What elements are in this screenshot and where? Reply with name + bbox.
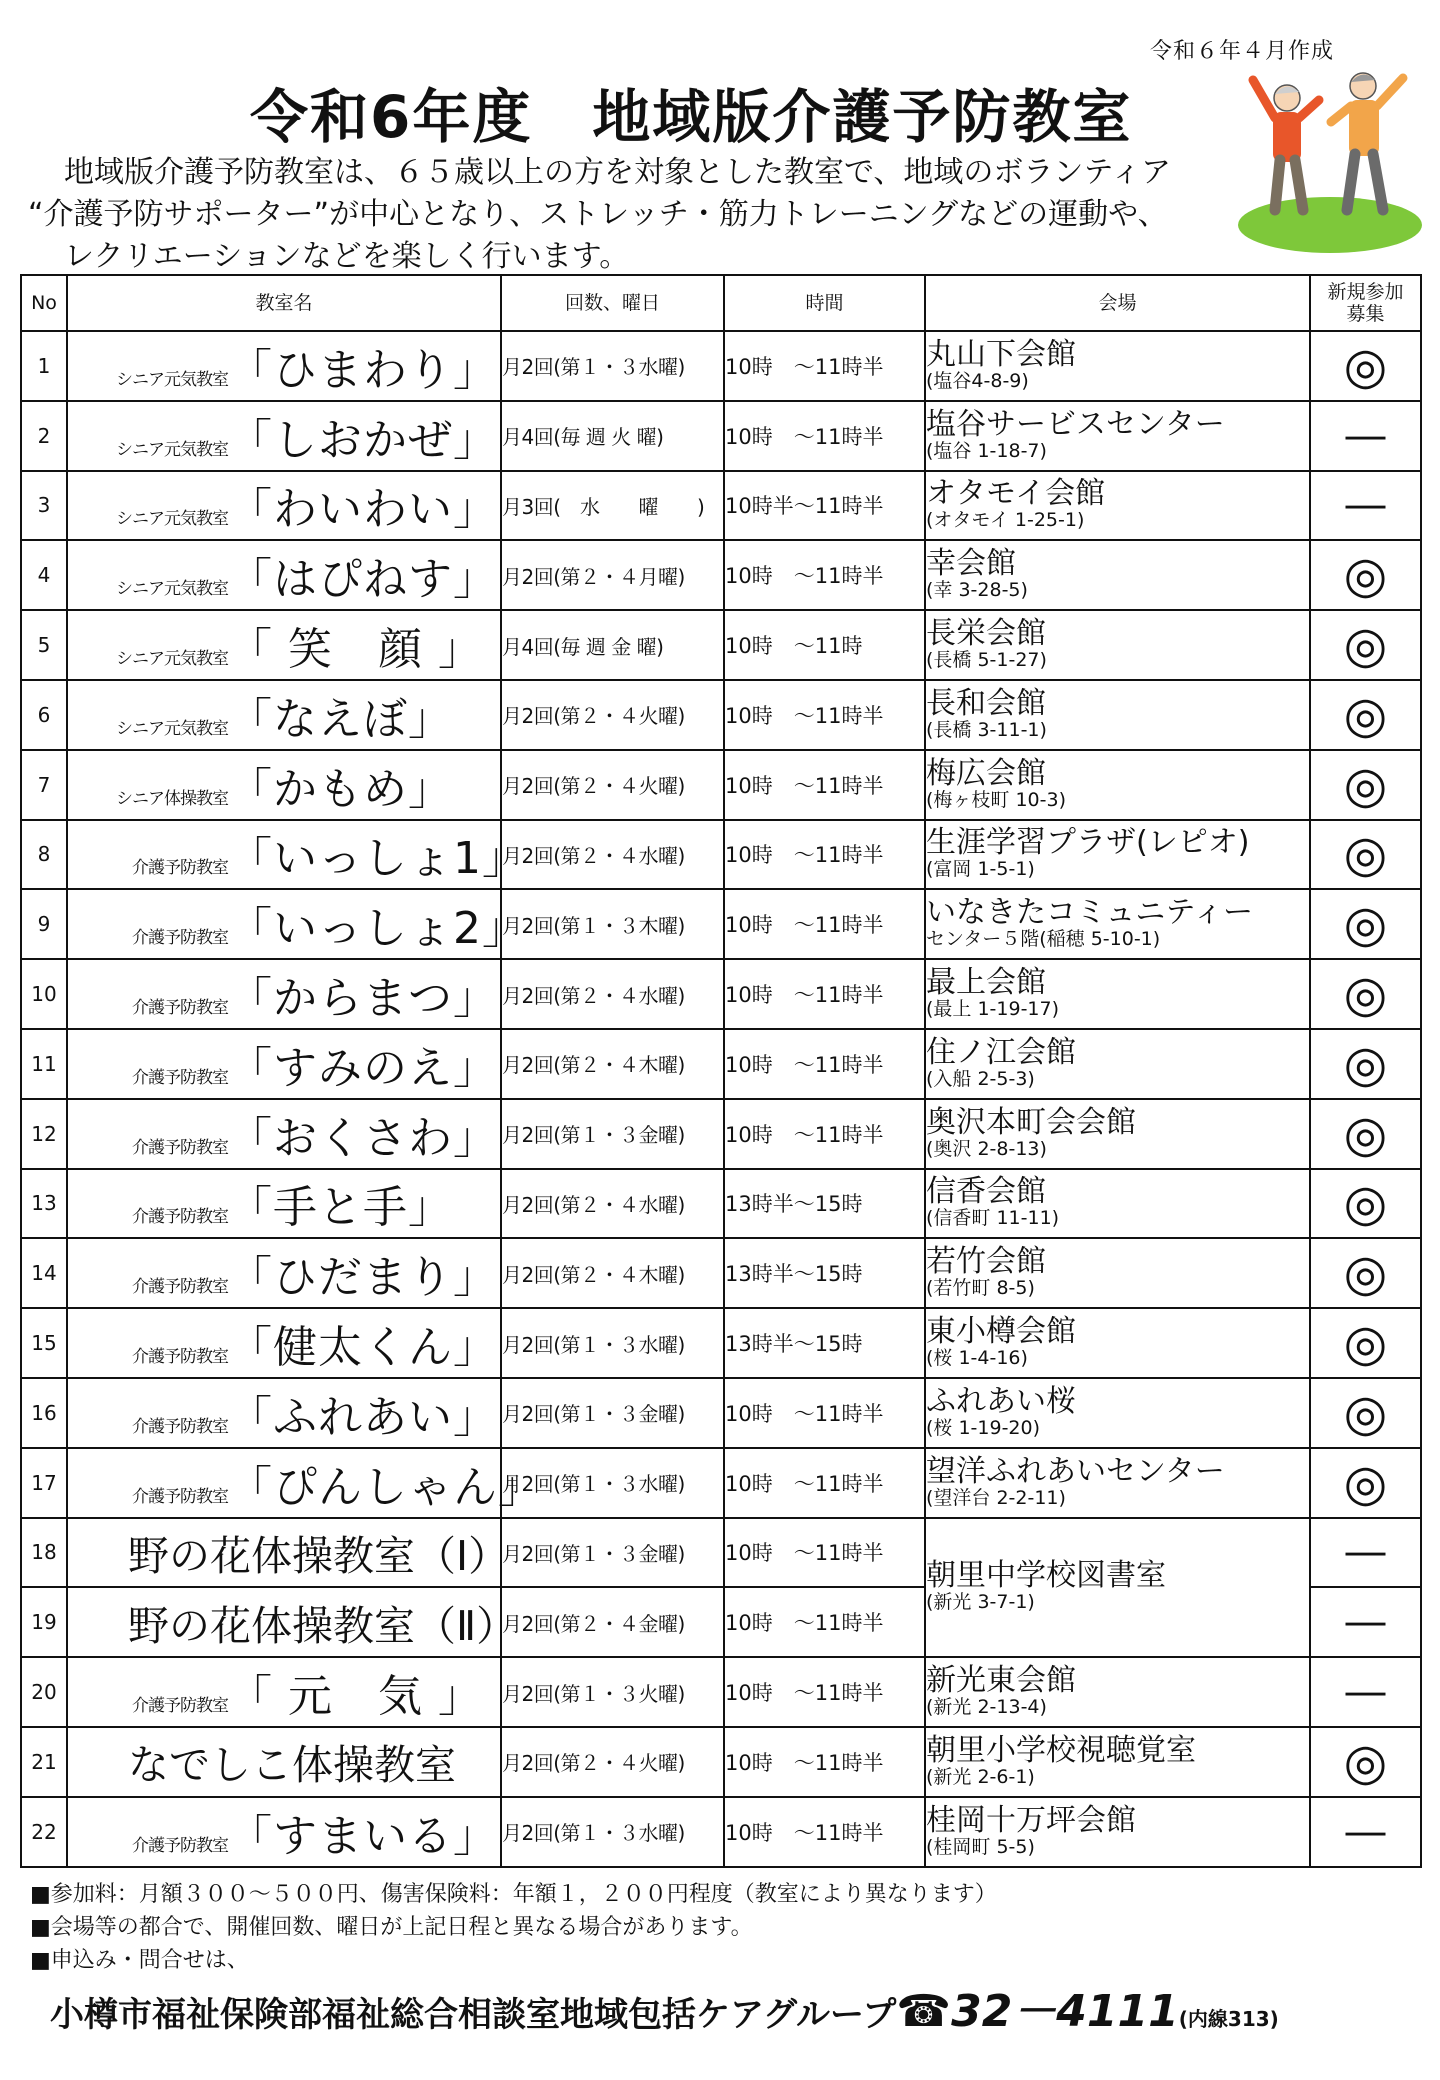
classroom-title: 野の花体操教室（Ⅱ） [128, 1601, 518, 1650]
double-circle-icon: ◎ [1343, 825, 1388, 884]
venue-address: (桜 1-4-16) [926, 1347, 1028, 1370]
row-number: 2 [21, 401, 67, 471]
schedule-time: 13時半～15時 [724, 1238, 925, 1308]
contact-info [50, 1975, 1279, 2039]
schedule-time: 10時 ～11時半 [724, 1657, 925, 1727]
recruit-status [1310, 1238, 1421, 1308]
classroom-name [67, 1238, 501, 1308]
schedule-frequency: 月2回(第１・３金曜) [501, 1099, 724, 1169]
classroom-title: 「かもめ」 [228, 763, 453, 815]
schedule-frequency: 月2回(第２・４木曜) [501, 1238, 724, 1308]
venue [925, 1169, 1310, 1239]
venue [925, 959, 1310, 1029]
table-row [21, 889, 1421, 959]
venue-address: (富岡 1-5-1) [926, 858, 1035, 881]
classroom-title: 「手と手」 [228, 1182, 453, 1234]
double-circle-icon: ◎ [1343, 1104, 1388, 1163]
recruit-status [1310, 471, 1421, 541]
schedule-time: 10時 ～11時半 [724, 1587, 925, 1657]
venue-name: 長栄会館 [926, 616, 1046, 652]
venue-address: (新光 3-7-1) [926, 1591, 1035, 1614]
table-header-row [21, 275, 1421, 331]
venue-name: ふれあい桜 [926, 1383, 1076, 1419]
row-number: 22 [21, 1797, 67, 1867]
row-number: 11 [21, 1029, 67, 1099]
recruit-status [1310, 1448, 1421, 1518]
recruit-status [1310, 680, 1421, 750]
classroom-prefix: 介護予防教室 [132, 1486, 228, 1507]
venue-name: 住ノ江会館 [926, 1034, 1076, 1070]
row-number: 3 [21, 471, 67, 541]
classroom-prefix: シニア元気教室 [116, 439, 228, 460]
venue [925, 750, 1310, 820]
row-number: 1 [21, 331, 67, 401]
schedule-time: 10時 ～11時半 [724, 750, 925, 820]
schedule-time: 10時 ～11時半 [724, 820, 925, 890]
venue-name: いなきたコミュニティー [926, 895, 1253, 931]
classroom-name [67, 1308, 501, 1378]
header-recruit-line2: 募集 [1346, 303, 1385, 325]
classroom-name [67, 1029, 501, 1099]
row-number: 5 [21, 610, 67, 680]
intro-line: 地域版介護予防教室は、６５歳以上の方を対象とした教室で、地域のボランティア [64, 155, 1171, 190]
header-no: No [21, 275, 67, 331]
double-circle-icon: ◎ [1343, 616, 1388, 675]
recruit-status [1310, 540, 1421, 610]
venue [925, 820, 1310, 890]
classroom-title: 「ぴんしゃん」 [228, 1461, 543, 1513]
double-circle-icon: ◎ [1343, 1732, 1388, 1791]
recruit-status [1310, 750, 1421, 820]
row-number: 15 [21, 1308, 67, 1378]
table-row [21, 1169, 1421, 1239]
classroom-title: 「はぴねす」 [228, 554, 498, 606]
dash-icon: ― [1345, 1599, 1386, 1646]
classroom-name [67, 1657, 501, 1727]
venue-name: 奥沢本町会会館 [926, 1104, 1136, 1140]
row-number: 13 [21, 1169, 67, 1239]
recruit-status [1310, 1727, 1421, 1797]
schedule-frequency: 月2回(第２・４水曜) [501, 959, 724, 1029]
dash-icon: ― [1345, 412, 1386, 459]
row-number: 17 [21, 1448, 67, 1518]
classroom-name [67, 820, 527, 890]
created-date: 令和６年４月作成 [1150, 39, 1335, 64]
venue [925, 1099, 1310, 1169]
venue-name: 望洋ふれあいセンター [926, 1453, 1225, 1489]
classroom-name [67, 471, 501, 541]
table-row [21, 1238, 1421, 1308]
classroom-name [67, 1169, 501, 1239]
schedule-frequency: 月2回(第２・４金曜) [501, 1587, 724, 1657]
schedule-time: 10時 ～11時半 [724, 680, 925, 750]
table-row [21, 331, 1421, 401]
recruit-status [1310, 1029, 1421, 1099]
classroom-title: 「すまいる」 [228, 1810, 498, 1862]
venue-name: 塩谷サービスセンター [926, 406, 1225, 442]
venue [925, 471, 1310, 541]
venue-name: 長和会館 [926, 685, 1046, 721]
classroom-prefix: 介護予防教室 [132, 1347, 228, 1368]
recruit-status [1310, 610, 1421, 680]
schedule-time: 10時 ～11時半 [724, 331, 925, 401]
classroom-title: なでしこ体操教室 [128, 1741, 456, 1790]
schedule-time: 10時 ～11時半 [724, 401, 925, 471]
venue-address: (入船 2-5-3) [926, 1067, 1035, 1090]
classroom-title: 「いっしょ2」 [228, 903, 527, 955]
table-row [21, 1029, 1421, 1099]
double-circle-icon: ◎ [1343, 1034, 1388, 1093]
classroom-prefix: 介護予防教室 [132, 1416, 228, 1437]
venue-name: 朝里中学校図書室 [926, 1558, 1166, 1594]
schedule-frequency: 月2回(第１・３水曜) [501, 1797, 724, 1867]
venue-name: 若竹会館 [926, 1244, 1046, 1280]
table-row [21, 750, 1421, 820]
venue [925, 540, 1310, 610]
venue [925, 331, 1310, 401]
schedule-frequency: 月2回(第２・４火曜) [501, 1727, 724, 1797]
table-row [21, 959, 1421, 1029]
schedule-frequency: 月2回(第２・４月曜) [501, 540, 724, 610]
table-row [21, 1448, 1421, 1518]
dash-icon: ― [1345, 1669, 1386, 1716]
schedule-time: 10時 ～11時 [724, 610, 925, 680]
venue-address: (桜 1-19-20) [926, 1416, 1041, 1439]
schedule-frequency: 月2回(第２・４水曜) [501, 820, 724, 890]
classroom-prefix: 介護予防教室 [132, 1067, 228, 1088]
venue-name: 梅広会館 [926, 755, 1046, 791]
classroom-title: 「わいわい」 [228, 484, 498, 536]
schedule-frequency: 月2回(第１・３水曜) [501, 1308, 724, 1378]
classroom-name [67, 1448, 543, 1518]
schedule-frequency: 月4回(毎 週 火 曜) [501, 401, 724, 471]
recruit-status [1310, 401, 1421, 471]
venue-address: (幸 3-28-5) [926, 579, 1028, 602]
intro-line: “介護予防サポーター”が中心となり、ストレッチ・筋力トレーニングなどの運動や、 [28, 197, 1168, 232]
table-row [21, 1308, 1421, 1378]
venue-address: (最上 1-19-17) [926, 998, 1060, 1021]
schedule-frequency: 月2回(第２・４火曜) [501, 750, 724, 820]
table-row [21, 820, 1421, 890]
venue-address: (新光 2-13-4) [926, 1696, 1047, 1719]
table-row [21, 401, 1421, 471]
recruit-status [1310, 1657, 1421, 1727]
exercising-seniors-illustration [1235, 60, 1425, 255]
row-number: 6 [21, 680, 67, 750]
classroom-prefix: シニア元気教室 [116, 509, 228, 530]
schedule-frequency: 月2回(第２・４木曜) [501, 1029, 724, 1099]
contact-org: 小樽市福祉保険部福祉総合相談室地域包括ケアグループ [50, 1995, 897, 2035]
double-circle-icon: ◎ [1343, 1383, 1388, 1442]
row-number: 8 [21, 820, 67, 890]
double-circle-icon: ◎ [1343, 685, 1388, 744]
classroom-name [67, 610, 501, 680]
schedule-time: 10時 ～11時半 [724, 1448, 925, 1518]
schedule-time: 10時 ～11時半 [724, 1029, 925, 1099]
schedule-frequency: 月3回( 水 曜 ) [501, 471, 724, 541]
footer-notes [30, 1878, 997, 1977]
recruit-status [1310, 1797, 1421, 1867]
row-number: 12 [21, 1099, 67, 1169]
table-row [21, 471, 1421, 541]
classroom-title: 「ふれあい」 [228, 1391, 498, 1443]
classroom-prefix: 介護予防教室 [132, 858, 228, 879]
page-title: 令和6年度 地域版介護予防教室 [250, 83, 1133, 151]
footer-note: ■申込み・問合せは、 [30, 1948, 249, 1973]
classroom-prefix: シニア体操教室 [116, 788, 228, 809]
classroom-prefix: 介護予防教室 [132, 1137, 228, 1158]
schedule-frequency: 月2回(第１・３水曜) [501, 331, 724, 401]
venue [925, 680, 1310, 750]
dash-icon: ― [1345, 482, 1386, 529]
classroom-name [67, 540, 501, 610]
table-row [21, 680, 1421, 750]
row-number: 20 [21, 1657, 67, 1727]
venue [925, 1029, 1310, 1099]
table-row [21, 1518, 1421, 1588]
header-venue: 会場 [925, 275, 1310, 331]
classroom-name [67, 959, 501, 1029]
venue-address: (奥沢 2-8-13) [926, 1137, 1047, 1160]
venue-name: 最上会館 [926, 965, 1046, 1001]
row-number: 14 [21, 1238, 67, 1308]
classroom-name [67, 401, 501, 471]
recruit-status [1310, 959, 1421, 1029]
venue [925, 1238, 1310, 1308]
venue-address: (長橋 5-1-27) [926, 649, 1047, 672]
header-recruit [1310, 275, 1421, 331]
recruit-status [1310, 1099, 1421, 1169]
schedule-time: 10時 ～11時半 [724, 959, 925, 1029]
venue-address: センター５階(稲穂 5-10-1) [926, 928, 1161, 951]
classroom-title: 野の花体操教室（Ⅰ） [128, 1531, 510, 1580]
header-freq: 回数、曜日 [501, 275, 724, 331]
double-circle-icon: ◎ [1343, 1453, 1388, 1512]
classroom-title: 「からまつ」 [228, 973, 498, 1025]
classroom-title: 「いっしょ1」 [228, 833, 527, 885]
classroom-name [67, 680, 501, 750]
classroom-prefix: シニア元気教室 [116, 718, 228, 739]
schedule-time: 10時 ～11時半 [724, 1099, 925, 1169]
row-number: 9 [21, 889, 67, 959]
table-row [21, 610, 1421, 680]
classroom-title: 「ひだまり」 [228, 1252, 498, 1304]
schedule-frequency: 月2回(第１・３水曜) [501, 1448, 724, 1518]
table-row [21, 1797, 1421, 1867]
schedule-frequency: 月2回(第１・３火曜) [501, 1657, 724, 1727]
classroom-name [67, 750, 501, 820]
venue [925, 1797, 1310, 1867]
recruit-status [1310, 1169, 1421, 1239]
recruit-status [1310, 1587, 1421, 1657]
footer-note: ■参加料：月額３００～５００円、傷害保険料：年額１，２００円程度（教室により異なります） [30, 1882, 997, 1907]
venue-name: 東小樽会館 [926, 1314, 1076, 1350]
venue [925, 1308, 1310, 1378]
classroom-name [67, 889, 527, 959]
table-row [21, 1657, 1421, 1727]
venue [925, 1378, 1310, 1448]
venue-address: (新光 2-6-1) [926, 1765, 1035, 1788]
classroom-title: 「 元 気 」 [228, 1671, 483, 1723]
schedule-time: 10時 ～11時半 [724, 1518, 925, 1588]
venue-name: 新光東会館 [926, 1663, 1076, 1699]
classroom-prefix: シニア元気教室 [116, 369, 228, 390]
venue-address: (信香町 11-11) [926, 1207, 1060, 1230]
double-circle-icon: ◎ [1343, 546, 1388, 605]
venue-address: (塩谷 1-18-7) [926, 439, 1047, 462]
row-number: 7 [21, 750, 67, 820]
recruit-status [1310, 1378, 1421, 1448]
schedule-frequency: 月2回(第１・３金曜) [501, 1518, 724, 1588]
schedule-time: 13時半～15時 [724, 1169, 925, 1239]
schedule-frequency: 月2回(第１・３木曜) [501, 889, 724, 959]
recruit-status [1310, 1308, 1421, 1378]
classroom-prefix: シニア元気教室 [116, 579, 228, 600]
venue-name: 朝里小学校視聴覚室 [926, 1732, 1196, 1768]
classroom-title: 「なえぼ」 [228, 693, 453, 745]
classroom-title: 「すみのえ」 [228, 1042, 498, 1094]
classroom-prefix: 介護予防教室 [132, 998, 228, 1019]
schedule-time: 10時 ～11時半 [724, 1727, 925, 1797]
classroom-prefix: 介護予防教室 [132, 928, 228, 949]
venue [925, 1448, 1310, 1518]
classroom-name [67, 1587, 518, 1657]
venue-address: (望洋台 2-2-11) [926, 1486, 1066, 1509]
venue-name: 丸山下会館 [926, 336, 1076, 372]
classroom-prefix: 介護予防教室 [132, 1207, 228, 1228]
schedule-time: 10時 ～11時半 [724, 889, 925, 959]
header-time: 時間 [724, 275, 925, 331]
venue-name: 桂岡十万坪会館 [926, 1802, 1136, 1838]
venue [925, 401, 1310, 471]
schedule-frequency: 月4回(毎 週 金 曜) [501, 610, 724, 680]
classroom-name [67, 1797, 501, 1867]
venue-address: (長橋 3-11-1) [926, 718, 1047, 741]
schedule-time: 10時半～11時半 [724, 471, 925, 541]
header-name: 教室名 [67, 275, 501, 331]
venue-name: 幸会館 [926, 546, 1016, 582]
classroom-name [67, 331, 501, 401]
intro-line: レクリエーションなどを楽しく行います。 [64, 239, 630, 274]
row-number: 4 [21, 540, 67, 610]
schedule-time: 10時 ～11時半 [724, 540, 925, 610]
double-circle-icon: ◎ [1343, 755, 1388, 814]
venue-address: (オタモイ 1-25-1) [926, 509, 1085, 532]
venue-name: 信香会館 [926, 1174, 1046, 1210]
venue [925, 610, 1310, 680]
venue-address: (若竹町 8-5) [926, 1277, 1035, 1300]
classroom-title: 「しおかぜ」 [228, 414, 498, 466]
venue [925, 889, 1310, 959]
classroom-prefix: 介護予防教室 [132, 1835, 228, 1856]
row-number: 19 [21, 1587, 67, 1657]
dash-icon: ― [1345, 1529, 1386, 1576]
schedule-time: 10時 ～11時半 [724, 1378, 925, 1448]
double-circle-icon: ◎ [1343, 1244, 1388, 1303]
contact-phone: ☎32－4111 [896, 1986, 1179, 2037]
classroom-title: 「 笑 顔 」 [228, 624, 483, 676]
contact-extension: (内線313) [1178, 2007, 1279, 2031]
classroom-schedule-table [20, 274, 1422, 1868]
header-recruit-line1: 新規参加 [1327, 281, 1404, 303]
row-number: 10 [21, 959, 67, 1029]
table-row [21, 1727, 1421, 1797]
double-circle-icon: ◎ [1343, 1174, 1388, 1233]
venue-address: (桂岡町 5-5) [926, 1835, 1035, 1858]
classroom-name [67, 1378, 501, 1448]
classroom-name [67, 1099, 501, 1169]
venue [925, 1727, 1310, 1797]
recruit-status [1310, 1518, 1421, 1588]
double-circle-icon: ◎ [1343, 336, 1388, 395]
venue-address: (塩谷4-8-9) [926, 369, 1029, 392]
schedule-time: 10時 ～11時半 [724, 1797, 925, 1867]
classroom-prefix: シニア元気教室 [116, 649, 228, 670]
venue-address: (梅ヶ枝町 10-3) [926, 788, 1066, 811]
row-number: 18 [21, 1518, 67, 1588]
recruit-status [1310, 889, 1421, 959]
table-row [21, 1099, 1421, 1169]
table-row [21, 1378, 1421, 1448]
recruit-status [1310, 331, 1421, 401]
classroom-prefix: 介護予防教室 [132, 1277, 228, 1298]
venue [925, 1657, 1310, 1727]
venue-name: オタモイ会館 [926, 476, 1106, 512]
schedule-frequency: 月2回(第２・４水曜) [501, 1169, 724, 1239]
double-circle-icon: ◎ [1343, 965, 1388, 1024]
schedule-frequency: 月2回(第２・４火曜) [501, 680, 724, 750]
schedule-frequency: 月2回(第１・３金曜) [501, 1378, 724, 1448]
row-number: 21 [21, 1727, 67, 1797]
classroom-title: 「ひまわり」 [228, 344, 498, 396]
intro-text [28, 152, 1258, 278]
venue-name: 生涯学習プラザ(レピオ) [926, 825, 1250, 861]
double-circle-icon: ◎ [1343, 895, 1388, 954]
row-number: 16 [21, 1378, 67, 1448]
classroom-title: 「おくさわ」 [228, 1112, 498, 1164]
classroom-title: 「健太くん」 [228, 1322, 498, 1374]
classroom-name [67, 1518, 510, 1588]
schedule-time: 13時半～15時 [724, 1308, 925, 1378]
recruit-status [1310, 820, 1421, 890]
footer-note: ■会場等の都合で、開催回数、曜日が上記日程と異なる場合があります。 [30, 1915, 753, 1940]
venue [925, 1518, 1310, 1658]
dash-icon: ― [1345, 1808, 1386, 1855]
classroom-prefix: 介護予防教室 [132, 1696, 228, 1717]
double-circle-icon: ◎ [1343, 1314, 1388, 1373]
classroom-name [67, 1727, 501, 1797]
table-row [21, 540, 1421, 610]
